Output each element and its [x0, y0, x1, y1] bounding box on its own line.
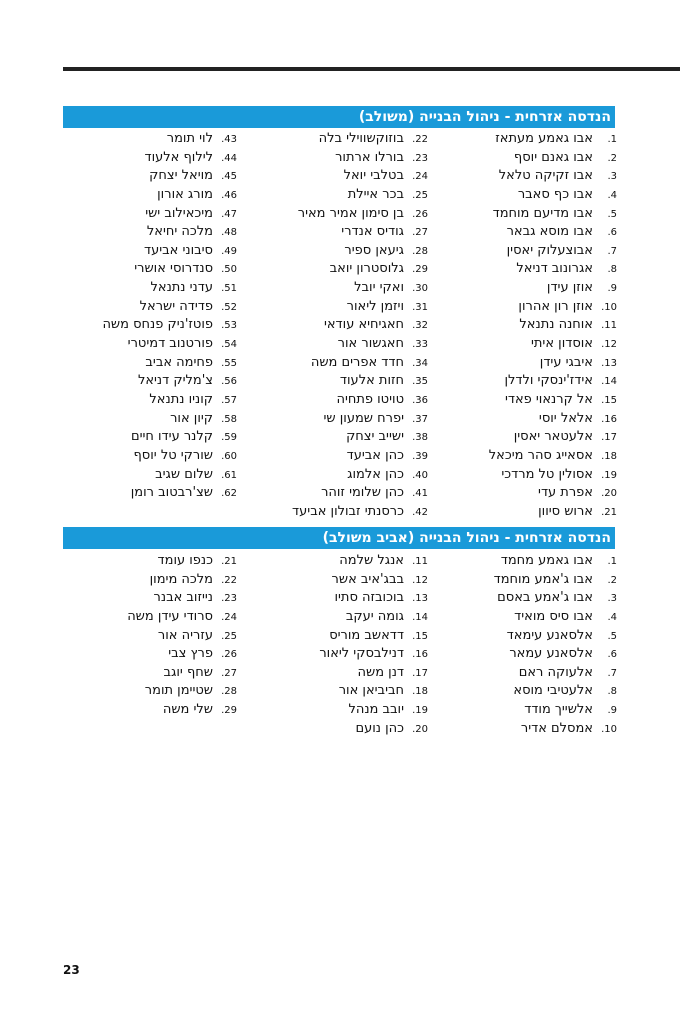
list-item	[127, 682, 237, 701]
list-item	[292, 372, 428, 391]
item-number: 16.	[412, 649, 428, 661]
list-item	[102, 447, 237, 466]
student-name: שורקי טל יוסף	[133, 447, 213, 463]
student-name: אפרת עדי	[538, 485, 593, 501]
list-item	[127, 589, 237, 608]
item-number: 2.	[607, 574, 617, 586]
student-name: גיעאן ספיר	[344, 242, 404, 258]
student-name: שלי משה	[162, 702, 213, 718]
student-name: בוכובזה סתיו	[334, 590, 404, 606]
student-name: אלעוקה ראם	[518, 664, 593, 680]
item-number: 14.	[412, 611, 428, 623]
student-name: אוחנה נתנאל	[519, 317, 593, 333]
item-number: 53.	[221, 320, 237, 332]
list-item	[489, 223, 617, 242]
item-number: 2.	[607, 152, 617, 164]
student-name: אלעטאר יאסין	[513, 429, 593, 445]
student-name: איבגי עידן	[539, 354, 593, 370]
student-name: אל קרנאוי פאדי	[504, 391, 593, 407]
item-number: 19.	[412, 705, 428, 717]
student-name: אבו גאמע מעתאז	[495, 131, 593, 146]
item-number: 39.	[412, 450, 428, 462]
list-item	[319, 645, 428, 664]
list-item	[494, 571, 617, 590]
list-item	[319, 571, 428, 590]
item-number: 26.	[221, 649, 237, 661]
item-number: 42.	[412, 506, 428, 518]
student-name: אוזן עידן	[546, 280, 593, 296]
list-item	[494, 645, 617, 664]
student-name: שחף יוגב	[163, 664, 213, 680]
student-name: אבו ג'אמע מוחמד	[493, 571, 593, 587]
item-number: 23.	[221, 593, 237, 605]
list-item	[102, 466, 237, 485]
student-name: אלאל יוסי	[538, 410, 593, 426]
student-name: אלסאנע עמאר	[509, 646, 593, 662]
section1-column-1	[489, 130, 617, 521]
list-item	[127, 552, 237, 571]
student-name: כהן נועם	[355, 720, 404, 736]
list-item	[319, 627, 428, 646]
item-number: 27.	[221, 667, 237, 679]
student-name: אבו ג'אמע באסם	[497, 590, 593, 606]
student-name: קלנר עידו חיים	[130, 429, 213, 445]
student-name: פחימה אביב	[145, 354, 213, 370]
list-item	[292, 447, 428, 466]
list-item	[102, 335, 237, 354]
student-name: אלשייך מודד	[524, 702, 593, 718]
list-item	[489, 149, 617, 168]
list-item	[489, 167, 617, 186]
item-number: 3.	[607, 171, 617, 183]
section2-column-3	[127, 552, 237, 720]
student-name: חאגיחיא עודאי	[323, 317, 404, 333]
list-item	[489, 466, 617, 485]
item-number: 31.	[412, 301, 428, 313]
section1-column-3	[102, 130, 237, 503]
student-name: אוסדון איתי	[530, 336, 593, 352]
item-number: 33.	[412, 339, 428, 351]
list-item	[489, 335, 617, 354]
list-item	[489, 428, 617, 447]
student-name: כהן אלמוג	[347, 466, 404, 482]
student-name: אבוצעלוק יאסין	[506, 242, 593, 258]
list-item	[494, 608, 617, 627]
student-name: שצ'רבטוב רומן	[130, 485, 213, 501]
list-item	[102, 167, 237, 186]
item-number: 28.	[221, 686, 237, 698]
student-name: אבו מדיעם מוחמד	[492, 205, 593, 221]
item-number: 30.	[412, 283, 428, 295]
list-item	[127, 645, 237, 664]
section2-column-2	[319, 552, 428, 738]
student-name: קוניו נתנאל	[149, 391, 213, 407]
item-number: 54.	[221, 339, 237, 351]
student-name: פרץ צבי	[168, 646, 213, 662]
student-name: לילוף אלעוד	[144, 149, 213, 165]
student-name: אמסלם אדיר	[520, 720, 593, 736]
item-number: 62.	[221, 488, 237, 500]
item-number: 1.	[607, 556, 617, 567]
item-number: 4.	[607, 189, 617, 201]
item-number: 16.	[601, 413, 617, 425]
student-name: אבו גאמע מחמד	[500, 553, 593, 568]
item-number: 61.	[221, 469, 237, 481]
item-number: 21.	[221, 556, 237, 567]
student-name: כנפו עומד	[157, 553, 213, 568]
list-item	[292, 279, 428, 298]
item-number: 7.	[607, 245, 617, 257]
list-item	[292, 242, 428, 261]
list-item	[319, 552, 428, 571]
list-item	[292, 260, 428, 279]
list-item	[102, 298, 237, 317]
list-item	[102, 372, 237, 391]
item-number: 58.	[221, 413, 237, 425]
item-number: 14.	[601, 376, 617, 388]
student-name: אסאייג סהר מיכאל	[488, 447, 593, 463]
item-number: 4.	[607, 611, 617, 623]
list-item	[292, 335, 428, 354]
list-item	[489, 279, 617, 298]
student-name: גודיס אנדרי	[341, 224, 404, 240]
section2-column-1	[494, 552, 617, 738]
item-number: 49.	[221, 245, 237, 257]
item-number: 29.	[221, 705, 237, 717]
item-number: 32.	[412, 320, 428, 332]
list-item	[494, 627, 617, 646]
student-name: מלכה מימון	[149, 571, 213, 587]
item-number: 38.	[412, 432, 428, 444]
list-item	[489, 242, 617, 261]
student-name: שטיימן תומר	[144, 683, 213, 699]
student-name: מויאל יצחק	[149, 168, 213, 184]
list-item	[494, 701, 617, 720]
list-item	[292, 149, 428, 168]
item-number: 50.	[221, 264, 237, 276]
student-name: גלוסטרון יואב	[329, 261, 404, 277]
student-name: מורג אורון	[157, 186, 213, 202]
item-number: 20.	[601, 488, 617, 500]
item-number: 43.	[221, 134, 237, 145]
item-number: 59.	[221, 432, 237, 444]
student-name: אבו גאנם יוסף	[513, 149, 593, 165]
item-number: 28.	[412, 245, 428, 257]
list-item	[489, 410, 617, 429]
list-item	[102, 205, 237, 224]
list-item	[127, 608, 237, 627]
student-name: אבו מוסא גבאר	[506, 224, 593, 240]
student-name: פורטנוב דמיטרי	[127, 336, 213, 352]
item-number: 18.	[601, 450, 617, 462]
list-item	[489, 484, 617, 503]
item-number: 52.	[221, 301, 237, 313]
list-item	[319, 664, 428, 683]
student-name: כרסנתי זבולון אביעד	[292, 503, 404, 519]
list-item	[102, 484, 237, 503]
item-number: 37.	[412, 413, 428, 425]
list-item	[292, 391, 428, 410]
list-item	[494, 552, 617, 571]
student-name: צ'מליק דניאל	[137, 373, 213, 389]
list-item	[127, 664, 237, 683]
list-item	[102, 279, 237, 298]
list-item	[102, 149, 237, 168]
student-name: שלום שגיב	[155, 466, 213, 482]
item-number: 11.	[601, 320, 617, 332]
item-number: 1.	[607, 134, 617, 145]
item-number: 6.	[607, 649, 617, 661]
list-item	[102, 223, 237, 242]
list-item	[319, 682, 428, 701]
item-number: 5.	[607, 208, 617, 220]
student-name: פוטז'ניק פנחס משה	[102, 317, 213, 333]
student-name: חדד אפרים משה	[310, 354, 404, 370]
list-item	[102, 130, 237, 149]
list-item	[292, 466, 428, 485]
item-number: 12.	[601, 339, 617, 351]
item-number: 47.	[221, 208, 237, 220]
list-item	[102, 410, 237, 429]
student-name: כהן שלומי זוהר	[321, 485, 404, 501]
list-item	[292, 298, 428, 317]
list-item	[292, 130, 428, 149]
list-item	[292, 503, 428, 522]
student-name: חזות אלעוד	[339, 373, 404, 389]
item-number: 48.	[221, 227, 237, 239]
list-item	[292, 223, 428, 242]
student-name: עדני נתנאל	[150, 280, 213, 296]
item-number: 29.	[412, 264, 428, 276]
item-number: 19.	[601, 469, 617, 481]
item-number: 15.	[601, 394, 617, 406]
item-number: 22.	[412, 134, 428, 145]
student-name: חביביאן אור	[338, 683, 404, 699]
student-name: טויטו פתחיה	[336, 391, 404, 407]
item-number: 18.	[412, 686, 428, 698]
item-number: 56.	[221, 376, 237, 388]
student-name: אנגל שלמה	[339, 553, 404, 568]
student-name: מלכה יחיאל	[146, 224, 213, 240]
student-name: יפרח שמעון שי	[323, 410, 404, 426]
item-number: 6.	[607, 227, 617, 239]
item-number: 23.	[412, 152, 428, 164]
student-name: דנילבסקי ליאור	[319, 646, 404, 662]
student-name: אוזן רון אהרון	[518, 298, 593, 314]
student-name: חאגשור אור	[337, 336, 404, 352]
student-name: מיכאילוב ישי	[145, 205, 213, 221]
list-item	[489, 260, 617, 279]
student-name: ואקי יובל	[354, 280, 404, 296]
list-item	[292, 205, 428, 224]
list-item	[102, 186, 237, 205]
item-number: 25.	[412, 189, 428, 201]
list-item	[319, 589, 428, 608]
item-number: 46.	[221, 189, 237, 201]
item-number: 7.	[607, 667, 617, 679]
item-number: 36.	[412, 394, 428, 406]
item-number: 45.	[221, 171, 237, 183]
top-rule	[63, 67, 680, 71]
list-item	[319, 701, 428, 720]
item-number: 5.	[607, 630, 617, 642]
list-item	[292, 484, 428, 503]
item-number: 26.	[412, 208, 428, 220]
item-number: 3.	[607, 593, 617, 605]
list-item	[319, 608, 428, 627]
student-name: לוי תומר	[166, 131, 213, 146]
list-item	[489, 316, 617, 335]
list-item	[102, 354, 237, 373]
list-item	[292, 186, 428, 205]
list-item	[489, 391, 617, 410]
student-name: קיון אור	[170, 410, 213, 426]
item-number: 17.	[412, 667, 428, 679]
student-name: גומה יעקב	[345, 608, 404, 624]
list-item	[292, 410, 428, 429]
item-number: 12.	[412, 574, 428, 586]
student-name: סרודי עידן משה	[127, 608, 213, 624]
student-name: דנן משה	[357, 664, 404, 680]
student-name: אבו סיס מואיד	[514, 608, 593, 624]
list-item	[102, 391, 237, 410]
list-item	[102, 428, 237, 447]
student-name: פדידה ישראל	[139, 298, 213, 314]
list-item	[127, 701, 237, 720]
item-number: 10.	[601, 723, 617, 735]
student-name: ויזמן ליאור	[346, 298, 404, 314]
student-name: אלעטיבי מוסא	[513, 683, 593, 699]
item-number: 8.	[607, 264, 617, 276]
list-item	[489, 503, 617, 522]
list-item	[489, 372, 617, 391]
item-number: 17.	[601, 432, 617, 444]
item-number: 60.	[221, 450, 237, 462]
student-name: בוזוקשווילי בלה	[318, 131, 404, 146]
section-title-spring-combined: הנדסה אזרחית - ניהול הבנייה (אביב משולב)	[63, 527, 615, 549]
list-item	[292, 167, 428, 186]
list-item	[127, 571, 237, 590]
item-number: 35.	[412, 376, 428, 388]
student-name: אבו כף סאבר	[517, 186, 593, 202]
item-number: 25.	[221, 630, 237, 642]
list-item	[319, 720, 428, 739]
item-number: 10.	[601, 301, 617, 313]
student-name: ישייב יצחק	[346, 429, 404, 445]
student-name: בבג'איב אשר	[331, 571, 404, 587]
item-number: 9.	[607, 283, 617, 295]
list-item	[292, 316, 428, 335]
student-name: דדאשב מוריס	[329, 627, 404, 643]
list-item	[102, 242, 237, 261]
list-item	[489, 130, 617, 149]
student-name: בטלבי יואל	[343, 168, 404, 184]
item-number: 27.	[412, 227, 428, 239]
item-number: 21.	[601, 506, 617, 518]
student-name: בכר איילת	[347, 186, 404, 202]
student-name: סיבוני אביעד	[144, 242, 213, 258]
student-name: עזריה אור	[157, 627, 213, 643]
section1-column-2	[292, 130, 428, 521]
student-name: אלסאנע עימאד	[506, 627, 593, 643]
student-name: בורלו ארתור	[335, 149, 404, 165]
student-name: אגרונוב דניאל	[516, 261, 593, 277]
list-item	[494, 589, 617, 608]
student-name: נייזוב אבנר	[153, 590, 213, 606]
student-name: אסולין טל מרדכי	[501, 466, 593, 482]
list-item	[102, 316, 237, 335]
item-number: 22.	[221, 574, 237, 586]
item-number: 57.	[221, 394, 237, 406]
list-item	[489, 354, 617, 373]
item-number: 13.	[412, 593, 428, 605]
student-name: בן סימון אמיר מאיר	[297, 205, 404, 221]
item-number: 51.	[221, 283, 237, 295]
list-item	[489, 205, 617, 224]
student-name: ארוש סיוון	[538, 503, 593, 519]
item-number: 24.	[412, 171, 428, 183]
item-number: 9.	[607, 705, 617, 717]
item-number: 55.	[221, 357, 237, 369]
item-number: 13.	[601, 357, 617, 369]
list-item	[489, 298, 617, 317]
item-number: 15.	[412, 630, 428, 642]
item-number: 8.	[607, 686, 617, 698]
student-name: אידז'ינסקי ולדלן	[504, 373, 593, 389]
item-number: 11.	[412, 556, 428, 567]
section-title-combined: הנדסה אזרחית - ניהול הבנייה (משולב)	[63, 106, 615, 128]
list-item	[494, 720, 617, 739]
list-item	[127, 627, 237, 646]
list-item	[489, 186, 617, 205]
page-number: 23	[63, 963, 80, 977]
list-item	[494, 682, 617, 701]
item-number: 41.	[412, 488, 428, 500]
student-name: יובב מנהל	[348, 702, 404, 718]
list-item	[292, 354, 428, 373]
student-name: סנדרוסי אושרי	[134, 261, 213, 277]
list-item	[489, 447, 617, 466]
list-item	[292, 428, 428, 447]
student-name: כהן אביעד	[346, 447, 404, 463]
list-item	[102, 260, 237, 279]
item-number: 24.	[221, 611, 237, 623]
item-number: 40.	[412, 469, 428, 481]
list-item	[494, 664, 617, 683]
item-number: 20.	[412, 723, 428, 735]
student-name: אבו זקיקה טלאל	[498, 168, 593, 184]
item-number: 34.	[412, 357, 428, 369]
item-number: 44.	[221, 152, 237, 164]
